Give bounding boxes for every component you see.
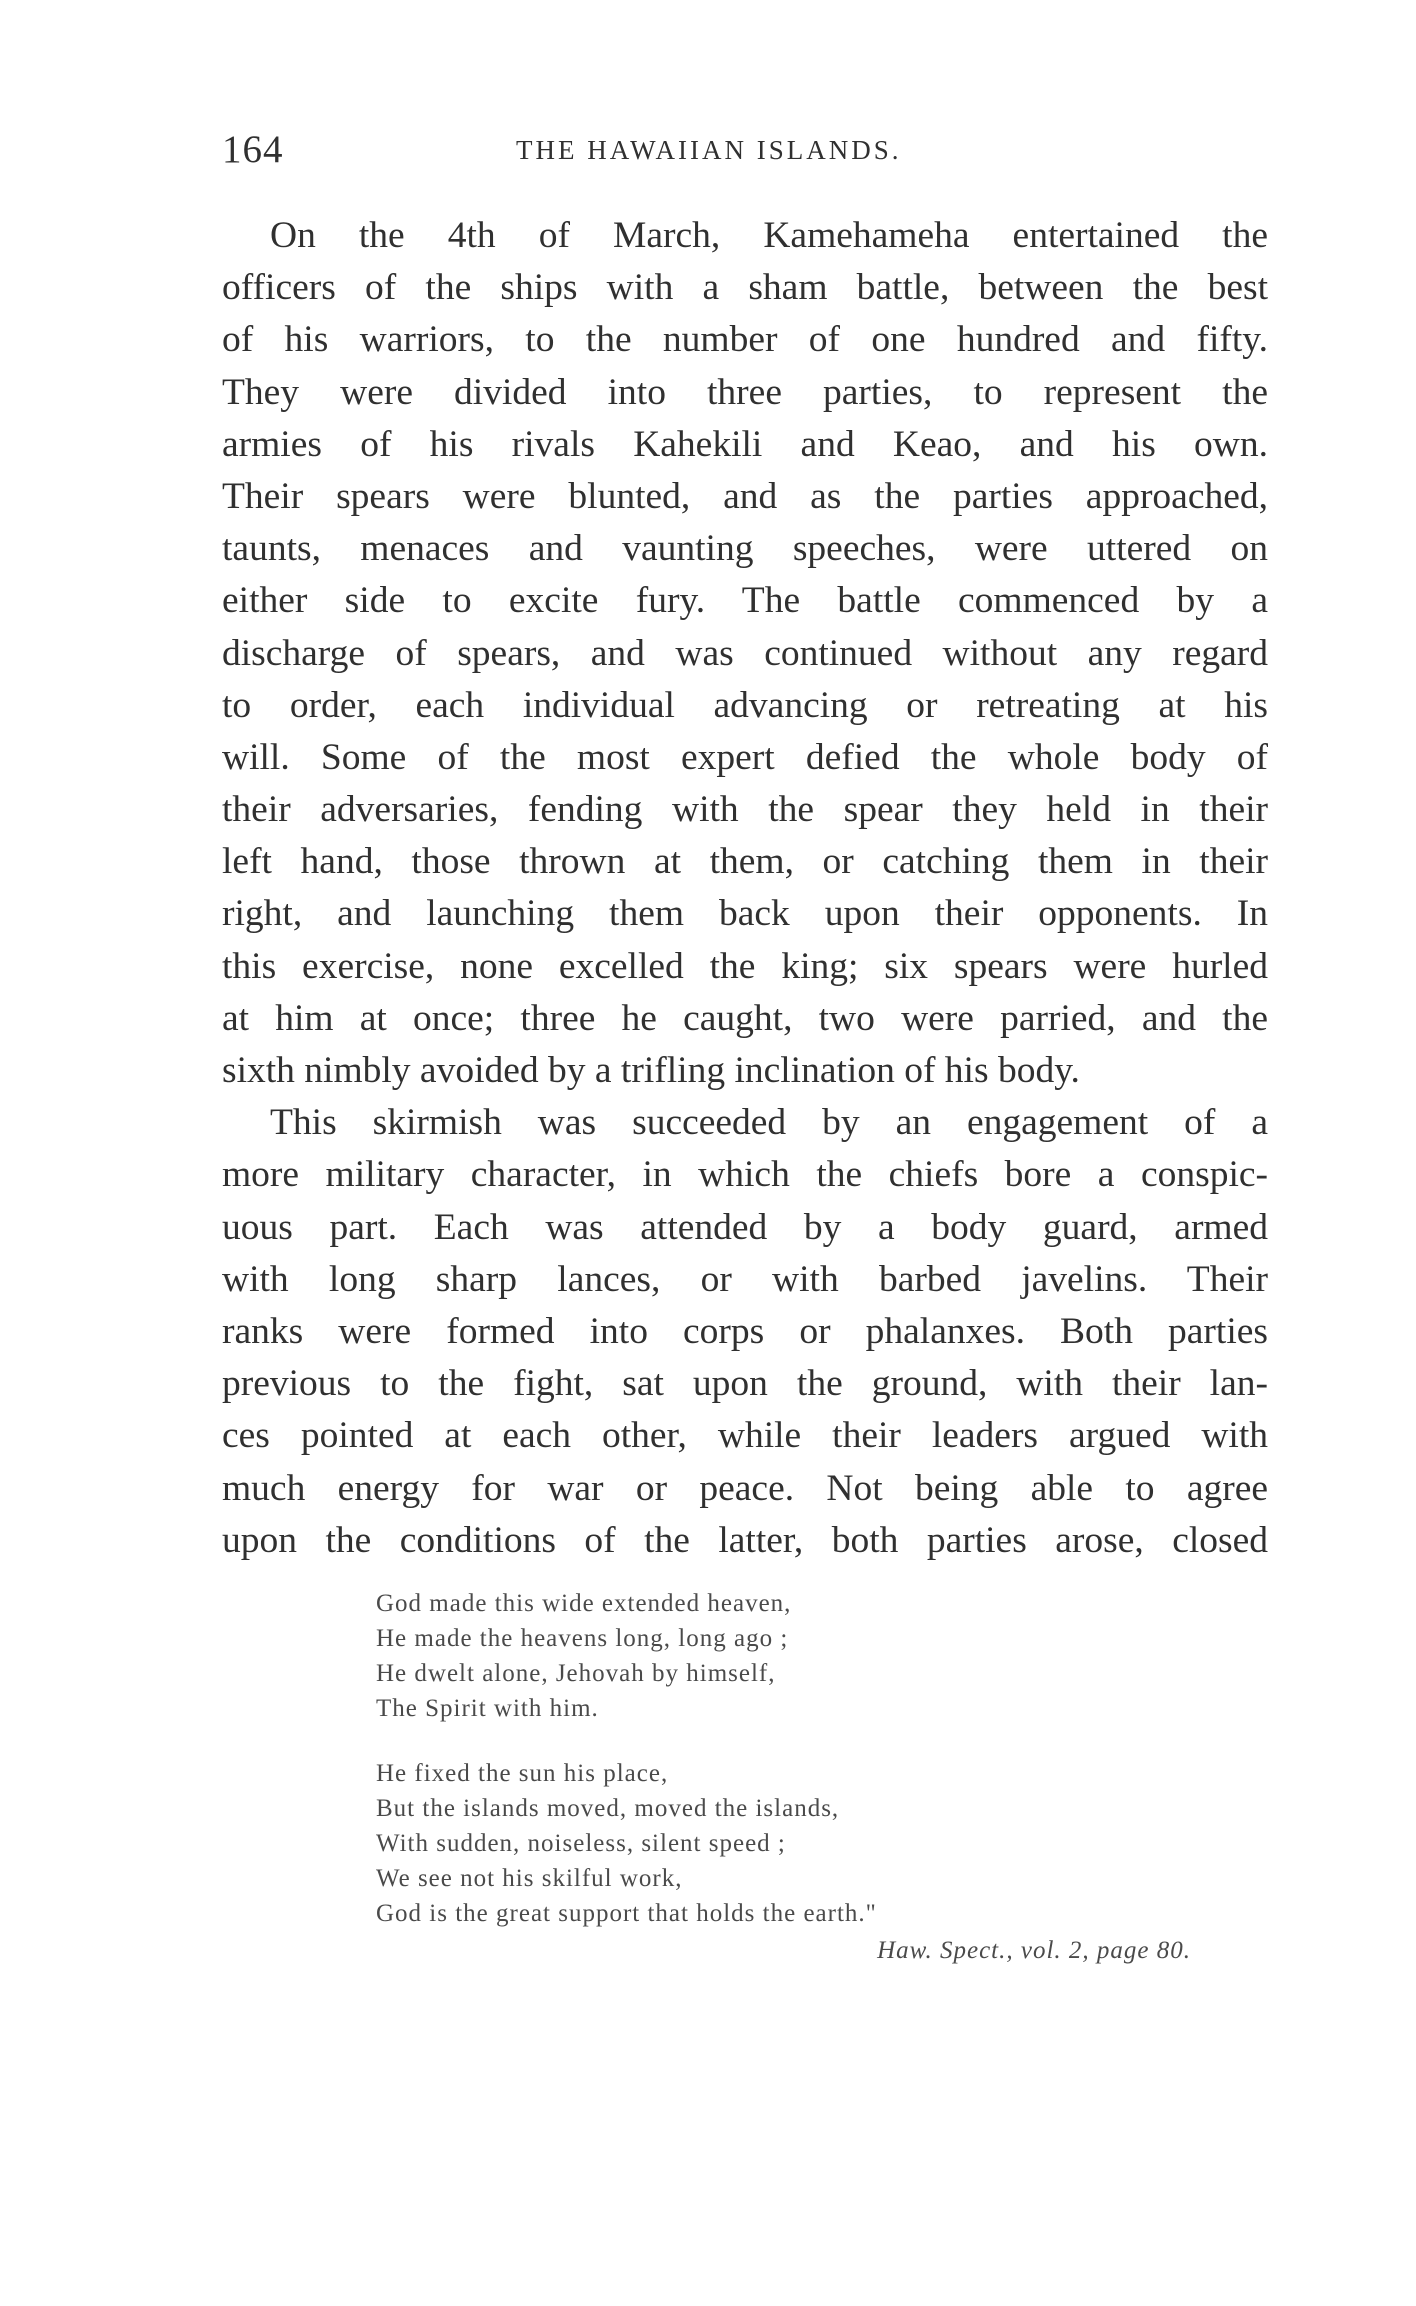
verse-line: The Spirit with him.: [376, 1695, 599, 1722]
verse-line: He made the heavens long, long ago ;: [376, 1625, 789, 1652]
text-line: of his warriors, to the number of one hundred and fifty.: [222, 319, 1268, 361]
text-line: armies of his rivals Kahekili and Keao, and his own.: [222, 423, 1268, 465]
text-line: This skirmish was succeeded by an engagement of a: [270, 1102, 1268, 1144]
text-line: officers of the ships with a sham battle, between the best: [222, 267, 1268, 309]
verse-line: He dwelt alone, Jehovah by himself,: [376, 1660, 776, 1687]
verse-line: He fixed the sun his place,: [376, 1760, 669, 1787]
running-head: [222, 126, 1272, 174]
text-line: their adversaries, fending with the spear they held in their: [222, 789, 1268, 831]
text-line: previous to the fight, sat upon the ground, with their lan-: [222, 1363, 1268, 1405]
text-line: right, and launching them back upon their opponents. In: [222, 893, 1268, 935]
poem-block: [376, 1586, 1236, 1968]
text-line: to order, each individual advancing or retreating at his: [222, 684, 1268, 726]
running-title: THE HAWAIIAN ISLANDS.: [516, 135, 902, 165]
verse-line: We see not his skilful work,: [376, 1865, 683, 1892]
body-text: [222, 210, 1268, 1567]
text-line: On the 4th of March, Kamehameha entertained the: [270, 215, 1268, 256]
text-line: will. Some of the most expert defied the whole body of: [222, 736, 1268, 778]
text-line: left hand, those thrown at them, or catching them in their: [222, 841, 1268, 883]
verse-line: God is the great support that holds the earth.": [376, 1900, 877, 1927]
poem-stanza: [376, 1756, 1236, 1931]
poem-citation: Haw. Spect., vol. 2, page 80.: [877, 1937, 1191, 1964]
poem-stanza: [376, 1586, 1236, 1726]
verse-line: But the islands moved, moved the islands,: [376, 1795, 840, 1822]
text-line: They were divided into three parties, to represent the: [222, 371, 1268, 413]
text-line: ranks were formed into corps or phalanxes. Both parties: [222, 1310, 1268, 1352]
text-line: upon the conditions of the latter, both parties arose, closed: [222, 1519, 1268, 1561]
verse-line: With sudden, noiseless, silent speed ;: [376, 1830, 786, 1857]
text-line: uous part. Each was attended by a body guard, armed: [222, 1206, 1268, 1248]
text-line: more military character, in which the chiefs bore a conspic-: [222, 1154, 1268, 1196]
text-line: much energy for war or peace. Not being able to agree: [222, 1467, 1268, 1509]
text-line: sixth nimbly avoided by a trifling inclination of his body.: [222, 1050, 1080, 1091]
text-line: ces pointed at each other, while their leaders argued with: [222, 1415, 1268, 1457]
text-line: with long sharp lances, or with barbed javelins. Their: [222, 1258, 1268, 1300]
text-line: either side to excite fury. The battle commenced by a: [222, 580, 1268, 622]
text-line: discharge of spears, and was continued without any regard: [222, 632, 1268, 674]
page-number: 164: [222, 128, 284, 171]
text-line: at him at once; three he caught, two were parried, and the: [222, 997, 1268, 1039]
text-line: taunts, menaces and vaunting speeches, were uttered on: [222, 528, 1268, 570]
text-line: this exercise, none excelled the king; six spears were hurled: [222, 945, 1268, 987]
verse-line: God made this wide extended heaven,: [376, 1590, 792, 1617]
text-line: Their spears were blunted, and as the parties approached,: [222, 475, 1268, 517]
